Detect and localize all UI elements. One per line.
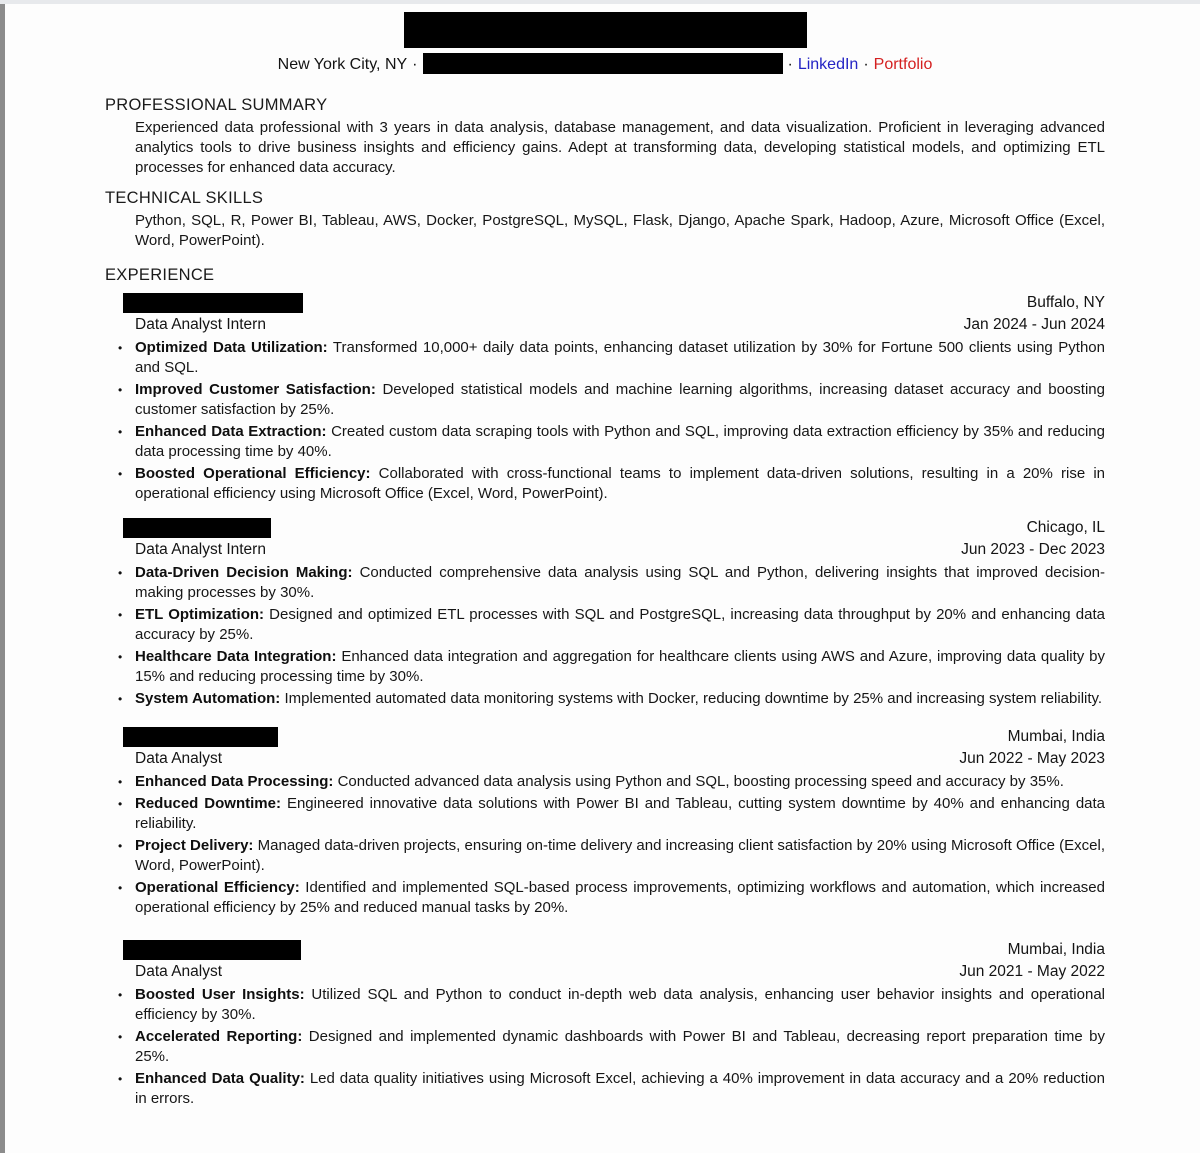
bullet-text: Managed data-driven projects, ensuring on-time delivery and increasing client satisfaction by 20% using Microsoft Office (Excel, Word, PowerPoint). — [135, 837, 1106, 874]
bullet-dot-icon: • — [118, 775, 123, 789]
job-location: Buffalo, NY — [1026, 294, 1105, 311]
job-company-row — [105, 940, 1105, 961]
bullet-text: Transformed 10,000+ daily data points, enhancing dataset utilization by 30% for Fortune 500 clients using Python and SQL. — [135, 339, 1105, 376]
bullet-item — [118, 605, 1105, 645]
bullet-text: Identified and implemented SQL-based process improvements, optimizing workflows and automation, which increased operational efficiency by 25% and reduced manual tasks by 20%. — [135, 879, 1105, 916]
bullet-lead: Reduced Downtime: — [135, 795, 281, 812]
bullet-body — [135, 647, 1105, 687]
company-redaction-bar — [123, 727, 278, 747]
bullet-list — [118, 563, 1105, 709]
job-company-row — [105, 518, 1105, 539]
company-redaction-bar — [123, 293, 303, 313]
bullet-dot-icon: • — [118, 692, 123, 706]
bullet-text: Collaborated with cross-functional teams to implement data-driven solutions, resulting in a 20% rise in operational efficiency using Microsoft Office (Excel, Word, PowerPoint). — [135, 465, 1105, 502]
bullet-body — [135, 422, 1105, 462]
job-title: Data Analyst Intern — [135, 541, 266, 558]
job-dates: Jun 2022 - May 2023 — [959, 750, 1105, 767]
bullet-item — [118, 422, 1105, 462]
bullet-lead: Accelerated Reporting: — [135, 1028, 303, 1045]
linkedin-link[interactable]: LinkedIn — [797, 56, 859, 73]
bullet-dot-icon: • — [118, 881, 123, 895]
bullet-item — [118, 794, 1105, 834]
resume-page — [105, 4, 1105, 1111]
bullet-item — [118, 772, 1105, 792]
bullet-body — [135, 794, 1105, 834]
job-dates: Jun 2021 - May 2022 — [959, 963, 1105, 980]
bullet-lead: Data-Driven Decision Making: — [135, 564, 353, 581]
bullet-item — [118, 878, 1105, 918]
contact-separator: · — [412, 56, 418, 73]
bullet-item — [118, 380, 1105, 420]
section-heading-skills: TECHNICAL SKILLS — [105, 189, 264, 207]
company-redaction-bar — [123, 518, 271, 538]
job-company-row — [105, 727, 1105, 748]
bullet-list — [118, 772, 1105, 918]
bullet-dot-icon: • — [118, 839, 123, 853]
bullet-item — [118, 1027, 1105, 1067]
bullet-item — [118, 563, 1105, 603]
bullet-lead: Project Delivery: — [135, 837, 254, 854]
name-redaction-bar — [404, 12, 807, 48]
bullet-text: Utilized SQL and Python to conduct in-depth web data analysis, enhancing user behavior insights and operational efficiency by 30%. — [135, 986, 1105, 1023]
bullet-dot-icon: • — [118, 988, 123, 1002]
bullet-item — [118, 836, 1105, 876]
bullet-body — [135, 836, 1105, 876]
bullet-body — [135, 1027, 1105, 1067]
bullet-dot-icon: • — [118, 650, 123, 664]
bullet-text: Conducted comprehensive data analysis using SQL and Python, delivering insights that improved decision-making processes by 30%. — [135, 564, 1105, 601]
viewer-left-edge — [0, 4, 5, 1153]
bullet-text: Led data quality initiatives using Microsoft Excel, achieving a 40% improvement in data accuracy and a 20% reduction in errors. — [135, 1070, 1105, 1107]
bullet-dot-icon: • — [118, 383, 123, 397]
section-heading-experience: EXPERIENCE — [105, 266, 215, 284]
bullet-text: Conducted advanced data analysis using Python and SQL, boosting processing speed and accuracy by 35%. — [337, 773, 1064, 790]
bullet-dot-icon: • — [118, 608, 123, 622]
jobs-container — [105, 293, 1105, 1109]
contact-separator: · — [787, 56, 793, 73]
bullet-text: Engineered innovative data solutions with Power BI and Tableau, cutting system downtime by 40% and enhancing data reliability. — [135, 795, 1106, 832]
job-entry — [105, 293, 1105, 504]
bullet-text: Developed statistical models and machine learning algorithms, increasing dataset accuracy and boosting customer satisfaction by 25%. — [135, 381, 1105, 418]
job-dates: Jun 2023 - Dec 2023 — [961, 541, 1105, 558]
job-title: Data Analyst — [135, 963, 223, 980]
job-title-row — [105, 314, 1105, 335]
bullet-item — [118, 985, 1105, 1025]
bullet-dot-icon: • — [118, 425, 123, 439]
job-entry — [105, 940, 1105, 1109]
bullet-item — [118, 338, 1105, 378]
bullet-dot-icon: • — [118, 1072, 123, 1086]
bullet-body — [135, 605, 1105, 645]
job-location: Mumbai, India — [1007, 941, 1105, 958]
bullet-body — [135, 1069, 1105, 1109]
bullet-dot-icon: • — [118, 1030, 123, 1044]
bullet-dot-icon: • — [118, 797, 123, 811]
portfolio-link[interactable]: Portfolio — [873, 56, 933, 73]
job-title-row — [105, 539, 1105, 560]
bullet-body — [135, 985, 1105, 1025]
bullet-lead: Operational Efficiency: — [135, 879, 300, 896]
bullet-item — [118, 689, 1105, 709]
contact-location: New York City, NY — [277, 56, 408, 73]
bullet-lead: Improved Customer Satisfaction: — [135, 381, 376, 398]
job-title: Data Analyst Intern — [135, 316, 266, 333]
bullet-lead: ETL Optimization: — [135, 606, 265, 623]
bullet-list — [118, 985, 1105, 1109]
job-title: Data Analyst — [135, 750, 223, 767]
bullet-lead: Enhanced Data Extraction: — [135, 423, 327, 440]
contact-line — [105, 54, 1105, 76]
bullet-body — [135, 689, 1105, 709]
bullet-lead: System Automation: — [135, 690, 281, 707]
bullet-text: Implemented automated data monitoring systems with Docker, reducing downtime by 25% and increasing system reliability. — [284, 690, 1103, 707]
bullet-dot-icon: • — [118, 341, 123, 355]
bullet-lead: Boosted User Insights: — [135, 986, 305, 1003]
bullet-body — [135, 772, 1105, 792]
bullet-lead: Healthcare Data Integration: — [135, 648, 337, 665]
contact-separator: · — [863, 56, 869, 73]
bullet-lead: Enhanced Data Quality: — [135, 1070, 305, 1087]
bullet-item — [118, 464, 1105, 504]
bullet-lead: Boosted Operational Efficiency: — [135, 465, 371, 482]
bullet-lead: Optimized Data Utilization: — [135, 339, 328, 356]
summary-text: Experienced data professional with 3 years in data analysis, database management, and data visualization. Proficient in leveraging advanced analytics tools to drive business insights and efficiency gains. Adept at transforming data, developing statistical models, and optimizing ETL processes for enhanced data accuracy. — [135, 119, 1105, 176]
bullet-body — [135, 380, 1105, 420]
job-location: Chicago, IL — [1026, 519, 1105, 536]
bullet-body — [135, 878, 1105, 918]
skills-text: Python, SQL, R, Power BI, Tableau, AWS, Docker, PostgreSQL, MySQL, Flask, Django, Apache Spark, Hadoop, Azure, Microsoft Office (Excel, Word, PowerPoint). — [135, 212, 1105, 249]
job-title-row — [105, 748, 1105, 769]
bullet-text: Enhanced data integration and aggregation for healthcare clients using AWS and Azure, improving data quality by 15% and reducing processing time by 30%. — [135, 648, 1106, 685]
job-company-row — [105, 293, 1105, 314]
bullet-list — [118, 338, 1105, 504]
bullet-text: Designed and optimized ETL processes with SQL and PostgreSQL, increasing data throughput by 20% and enhancing data accuracy by 25%. — [135, 606, 1105, 643]
job-title-row — [105, 961, 1105, 982]
job-location: Mumbai, India — [1007, 728, 1105, 745]
bullet-text: Created custom data scraping tools with Python and SQL, improving data extraction efficiency by 35% and reducing data processing time by 40%. — [135, 423, 1105, 460]
section-heading-summary: PROFESSIONAL SUMMARY — [105, 96, 328, 114]
bullet-text: Designed and implemented dynamic dashboards with Power BI and Tableau, decreasing report preparation time by 25%. — [135, 1028, 1105, 1065]
bullet-body — [135, 563, 1105, 603]
bullet-lead: Enhanced Data Processing: — [135, 773, 334, 790]
job-dates: Jan 2024 - Jun 2024 — [963, 316, 1105, 333]
bullet-body — [135, 338, 1105, 378]
bullet-item — [118, 1069, 1105, 1109]
company-redaction-bar — [123, 940, 301, 960]
bullet-body — [135, 464, 1105, 504]
job-entry — [105, 727, 1105, 918]
contact-redaction-bar — [423, 53, 783, 74]
job-entry — [105, 518, 1105, 709]
bullet-dot-icon: • — [118, 566, 123, 580]
bullet-item — [118, 647, 1105, 687]
bullet-dot-icon: • — [118, 467, 123, 481]
